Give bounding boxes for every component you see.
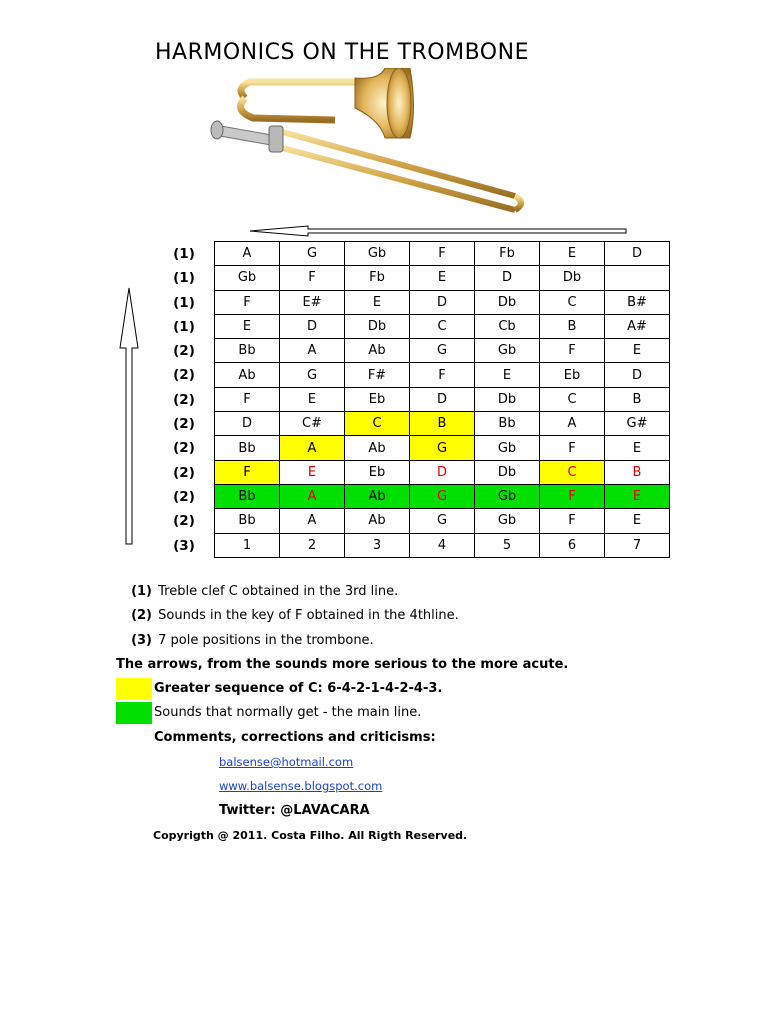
note-1 <box>116 580 568 604</box>
email-link[interactable]: balsense@hotmail.com <box>219 755 354 770</box>
table-row <box>215 484 670 508</box>
table-cell: G <box>410 436 475 460</box>
table-cell: D <box>280 314 345 338</box>
table-cell: Db <box>540 266 605 290</box>
table-cell: G <box>280 363 345 387</box>
table-cell: Bb <box>215 436 280 460</box>
notes-section <box>116 580 568 849</box>
row-label: (2) <box>173 488 195 505</box>
row-labels <box>160 242 208 558</box>
table-row <box>215 266 670 290</box>
note-1-number: (1) <box>131 584 152 599</box>
table-cell: D <box>410 290 475 314</box>
row-label: (2) <box>173 343 195 360</box>
table-cell: B <box>605 460 670 484</box>
table-cell: D <box>605 242 670 266</box>
table-cell: F <box>540 484 605 508</box>
table-cell: Ab <box>345 436 410 460</box>
table-cell: F <box>280 266 345 290</box>
table-cell: C <box>540 387 605 411</box>
table-cell: E <box>605 436 670 460</box>
table-cell: Gb <box>475 436 540 460</box>
row-label: (2) <box>173 440 195 457</box>
table-cell: D <box>410 387 475 411</box>
table-cell: 6 <box>540 533 605 557</box>
note-2-number: (2) <box>131 608 152 624</box>
table-cell: Ab <box>215 363 280 387</box>
table-row <box>215 436 670 460</box>
table-cell: G <box>280 242 345 266</box>
table-cell: F <box>410 242 475 266</box>
table-cell: Eb <box>345 387 410 411</box>
yellow-legend <box>116 677 568 701</box>
table-cell: A# <box>605 314 670 338</box>
table-cell: E <box>345 290 410 314</box>
page-title: HARMONICS ON THE TROMBONE <box>155 40 529 65</box>
table-cell: E <box>605 339 670 363</box>
table-cell: E <box>215 314 280 338</box>
row-label: (3) <box>173 537 195 554</box>
table-cell: 3 <box>345 533 410 557</box>
table-cell: F <box>215 460 280 484</box>
row-label: (2) <box>173 513 195 530</box>
table-cell: Bb <box>215 339 280 363</box>
email-line <box>116 750 568 774</box>
note-1-text: Treble clef C obtained in the 3rd line. <box>158 584 399 599</box>
table-cell: Ab <box>345 509 410 533</box>
table-row <box>215 509 670 533</box>
comments-heading: Comments, corrections and criticisms: <box>154 729 436 745</box>
row-label: (2) <box>173 391 195 408</box>
table-cell: E <box>410 266 475 290</box>
table-cell: D <box>215 412 280 436</box>
table-cell: D <box>475 266 540 290</box>
table-cell: C <box>410 314 475 338</box>
table-cell: E <box>475 363 540 387</box>
table-cell: A <box>280 436 345 460</box>
row-label: (2) <box>173 416 195 433</box>
yellow-legend-text: Greater sequence of C: 6-4-2-1-4-2-4-3. <box>154 681 443 697</box>
note-3-text: 7 pole positions in the trombone. <box>158 632 374 648</box>
green-legend <box>116 701 568 725</box>
table-cell: E <box>605 484 670 508</box>
table-cell: G# <box>605 412 670 436</box>
table-cell: Ab <box>345 339 410 363</box>
table-cell: Gb <box>475 509 540 533</box>
table-cell: 7 <box>605 533 670 557</box>
table-cell: G <box>410 509 475 533</box>
table-cell <box>605 266 670 290</box>
table-row <box>215 387 670 411</box>
table-cell: Fb <box>345 266 410 290</box>
harmonics-table <box>214 241 670 558</box>
table-cell: Db <box>475 290 540 314</box>
table-cell: Bb <box>215 509 280 533</box>
blog-line <box>116 774 568 798</box>
trombone-illustration <box>205 68 545 228</box>
table-cell: Gb <box>475 484 540 508</box>
twitter-handle: Twitter: @LAVACARA <box>219 802 370 818</box>
table-cell: F <box>540 339 605 363</box>
table-cell: E <box>540 242 605 266</box>
table-row <box>215 290 670 314</box>
table-cell: A <box>280 484 345 508</box>
table-cell: Cb <box>475 314 540 338</box>
table-cell: Gb <box>215 266 280 290</box>
table-cell: 2 <box>280 533 345 557</box>
table-cell: Eb <box>540 363 605 387</box>
row-label: (1) <box>173 318 195 335</box>
table-cell: Bb <box>475 412 540 436</box>
table-row <box>215 460 670 484</box>
table-cell: Bb <box>215 484 280 508</box>
blog-link[interactable]: www.balsense.blogspot.com <box>219 779 383 794</box>
row-label: (1) <box>173 270 195 287</box>
table-cell: G <box>410 339 475 363</box>
table-cell: 1 <box>215 533 280 557</box>
table-cell: A <box>540 412 605 436</box>
table-cell: E <box>280 387 345 411</box>
table-cell: Gb <box>345 242 410 266</box>
table-cell: Fb <box>475 242 540 266</box>
copyright: Copyrigth @ 2011. Costa Filho. All Rigth Reserved. <box>153 828 468 842</box>
table-cell: 4 <box>410 533 475 557</box>
table-cell: F <box>540 436 605 460</box>
table-cell: A <box>280 339 345 363</box>
note-3-number: (3) <box>131 632 152 648</box>
table-cell: A <box>280 509 345 533</box>
table-cell: C <box>345 412 410 436</box>
table-cell: Db <box>475 387 540 411</box>
arrow-up-icon <box>118 286 140 546</box>
table-cell: D <box>410 460 475 484</box>
table-cell: Gb <box>475 339 540 363</box>
table-cell: G <box>410 484 475 508</box>
table-cell: C <box>540 290 605 314</box>
green-legend-text: Sounds that normally get - the main line. <box>154 705 422 721</box>
table-cell: F# <box>345 363 410 387</box>
table-cell: E# <box>280 290 345 314</box>
arrows-note: The arrows, from the sounds more serious to the more acute. <box>116 656 569 672</box>
row-label: (2) <box>173 367 195 384</box>
table-cell: E <box>605 509 670 533</box>
note-2-text: Sounds in the key of F obtained in the 4thline. <box>158 608 459 624</box>
table-cell: B# <box>605 290 670 314</box>
arrow-right-icon <box>248 222 630 240</box>
table-cell: F <box>410 363 475 387</box>
note-2 <box>116 604 568 628</box>
table-row <box>215 412 670 436</box>
table-row <box>215 533 670 557</box>
green-swatch <box>116 702 152 724</box>
table-cell: D <box>605 363 670 387</box>
table-cell: 5 <box>475 533 540 557</box>
table-cell: Eb <box>345 460 410 484</box>
table-cell: Ab <box>345 484 410 508</box>
table-row <box>215 363 670 387</box>
table-cell: E <box>280 460 345 484</box>
table-cell: F <box>215 387 280 411</box>
table-row <box>215 242 670 266</box>
table-cell: B <box>605 387 670 411</box>
table-row <box>215 314 670 338</box>
table-row <box>215 339 670 363</box>
table-cell: A <box>215 242 280 266</box>
table-cell: B <box>540 314 605 338</box>
table-cell: Db <box>345 314 410 338</box>
table-cell: C <box>540 460 605 484</box>
table-cell: F <box>215 290 280 314</box>
table-cell: F <box>540 509 605 533</box>
row-label: (2) <box>173 464 195 481</box>
row-label: (1) <box>173 246 195 262</box>
note-3 <box>116 629 568 653</box>
table-cell: B <box>410 412 475 436</box>
row-label: (1) <box>173 294 195 311</box>
table-cell: Db <box>475 460 540 484</box>
table-cell: C# <box>280 412 345 436</box>
yellow-swatch <box>116 678 152 700</box>
